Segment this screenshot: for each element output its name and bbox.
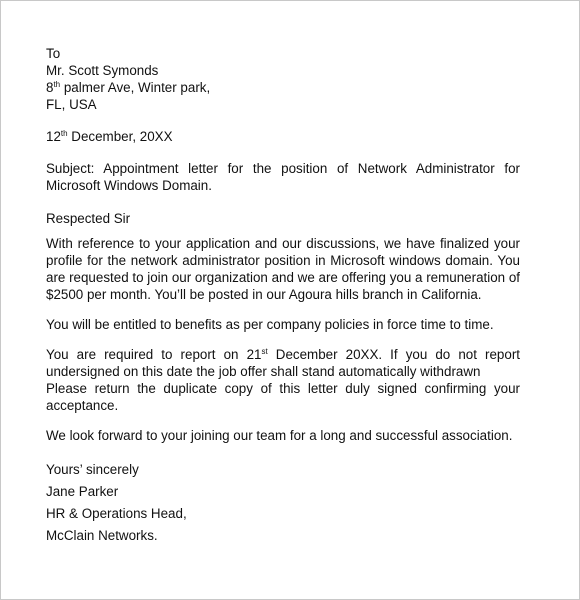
address-street: palmer Ave, Winter park, (60, 80, 211, 95)
paragraph-benefits: You will be entitled to benefits as per company policies in force time to time. (46, 317, 494, 332)
date-day: 12 (46, 129, 61, 144)
salutation: Respected Sir (46, 211, 131, 226)
paragraph-reporting (46, 346, 520, 380)
date-day-suffix: th (60, 129, 68, 138)
paragraph-return-copy: Please return the duplicate copy of this letter duly signed confirming your acceptance. (46, 381, 520, 413)
reporting-start: You are required to report on 21 (46, 347, 262, 362)
to-label: To (46, 46, 61, 61)
recipient-city-state: FL, USA (46, 97, 97, 112)
date-month-year: December, 20XX (67, 129, 173, 144)
address-number-suffix: th (53, 80, 61, 89)
valediction: Yours’ sincerely (46, 462, 139, 477)
paragraph-offer: With reference to your application and our discussions, we have finalized your profile for the network administrator position in Microsoft windows domain. You are requested to join our organization and we are offering you a remuneration of $2500 per month. You’ll be posted in our Agoura hills branch in California. (46, 236, 520, 302)
signature-block (46, 459, 520, 547)
reporting-rest: December 20XX. If you do not report undersigned on this date the job offer shall stand automatically withdrawn (46, 347, 520, 379)
letter-date (46, 128, 520, 145)
company-name: McClain Networks. (46, 528, 158, 543)
paragraph-closing: We look forward to your joining our team for a long and successful association. (46, 428, 513, 443)
address-number: 8 (46, 80, 54, 95)
signatory-name: Jane Parker (46, 484, 119, 499)
letter-body (46, 45, 520, 547)
subject-line: Subject: Appointment letter for the position of Network Administrator for Microsoft Windows Domain. (46, 161, 520, 193)
recipient-address (46, 79, 520, 96)
signatory-title: HR & Operations Head, (46, 506, 187, 521)
recipient-name: Mr. Scott Symonds (46, 63, 159, 78)
reporting-day-suffix: st (261, 347, 268, 356)
